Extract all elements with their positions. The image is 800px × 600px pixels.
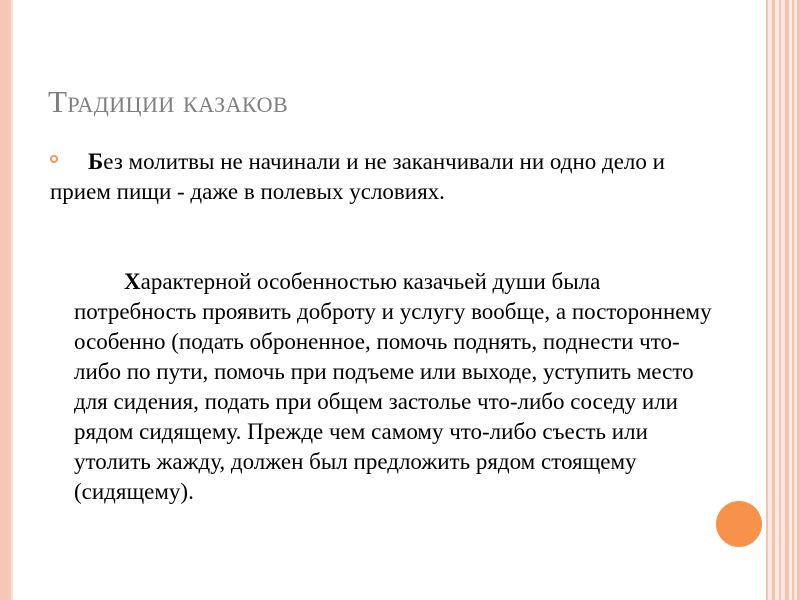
right-stripe xyxy=(785,0,789,600)
paragraph-1 xyxy=(50,147,714,207)
right-stripe xyxy=(779,0,781,600)
slide-title: Традиции казаков xyxy=(48,84,289,119)
right-stripe xyxy=(792,0,794,600)
decorative-circle-icon xyxy=(716,501,762,547)
paragraph-text: ез молитвы не начинали и не заканчивали ни одно дело и прием пищи - даже в полевых условиях. xyxy=(50,149,665,204)
left-border xyxy=(0,0,11,600)
right-stripe xyxy=(766,0,768,600)
paragraph-2 xyxy=(74,267,714,507)
right-border xyxy=(766,0,800,600)
drop-letter: Х xyxy=(124,269,141,294)
paragraph-text: арактерной особенностью казачьей души была потребность проявить доброту и услугу вообще, а постороннему особенно (подать оброненное, помочь поднять, поднести что-либо по пути, помочь при подъеме или выходе, уступить место для сидения, подать при общем застолье что-либо соседу или рядом сидящему. Прежде чем самому что-либо съесть или утолить жажду, должен был предложить рядом стоящему (сидящему). xyxy=(74,269,712,504)
right-stripe xyxy=(772,0,775,600)
drop-letter: Б xyxy=(88,149,104,174)
slide-body xyxy=(50,147,714,507)
